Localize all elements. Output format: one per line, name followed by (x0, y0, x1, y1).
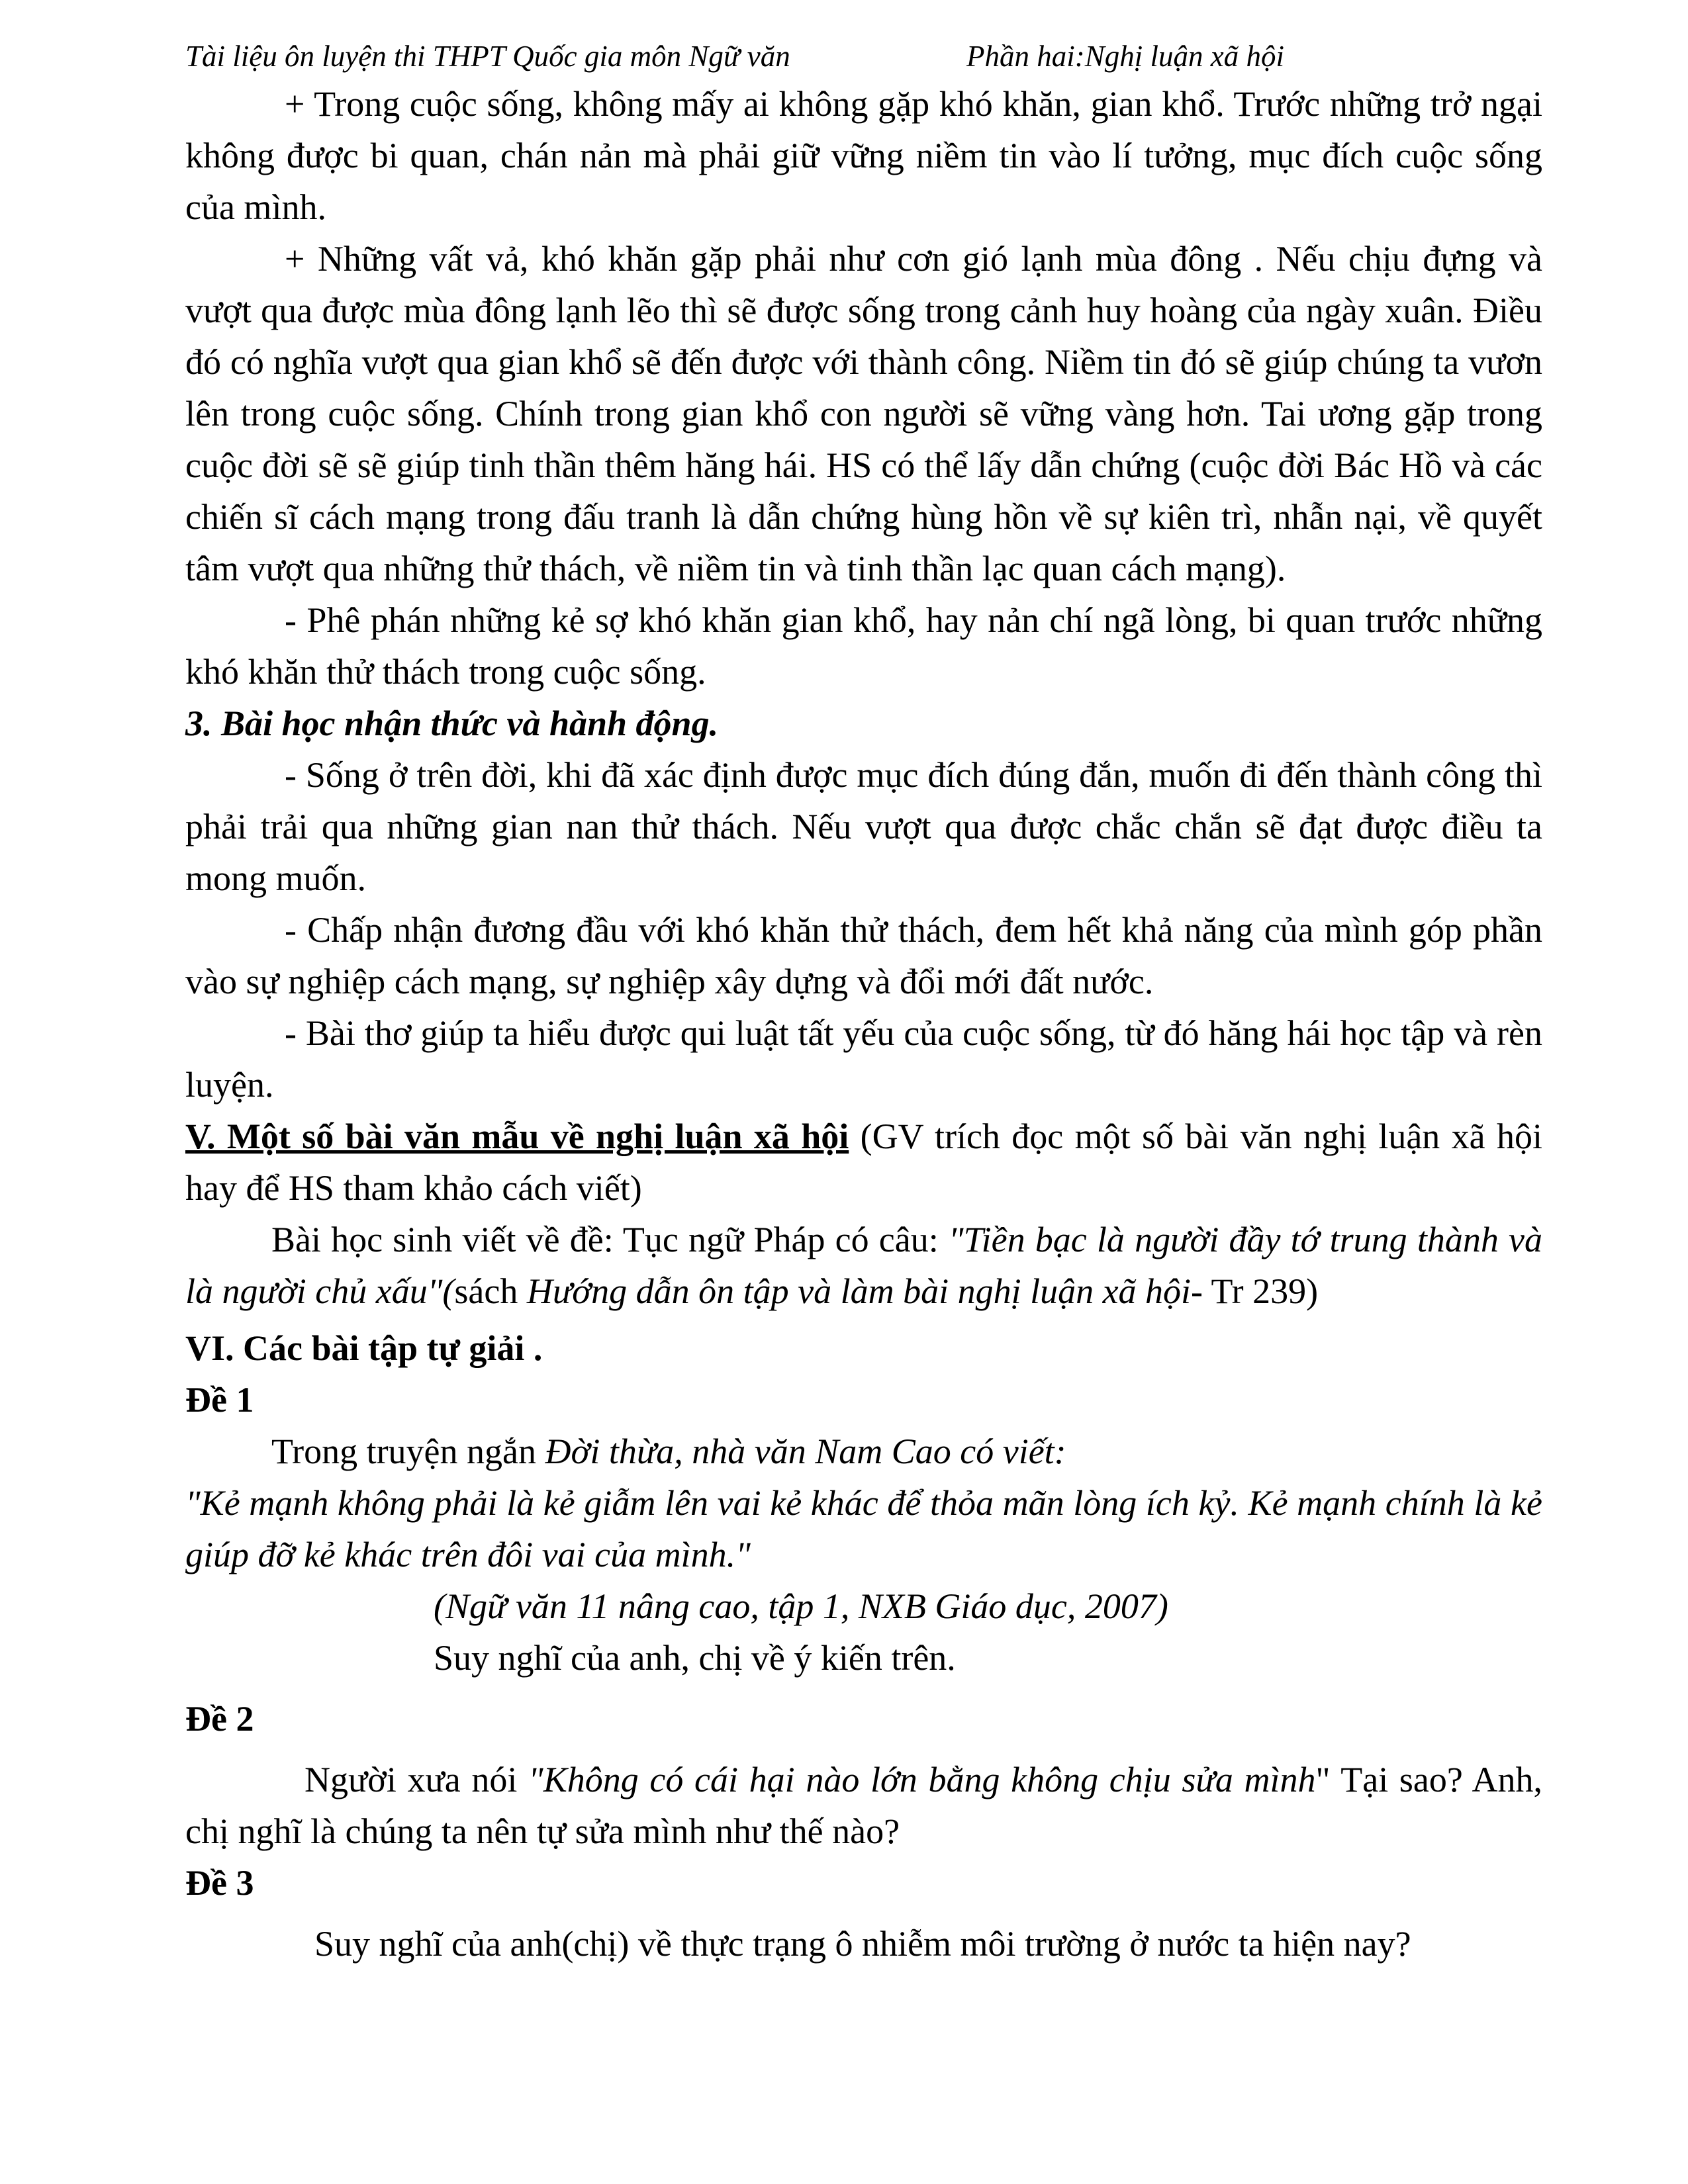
paragraph: - Bài thơ giúp ta hiểu được qui luật tất yếu của cuộc sống, từ đó hăng hái học tập và rèn luyện. (185, 1013, 1542, 1105)
text-run: Người xưa nói (305, 1760, 529, 1799)
section-v (185, 1111, 1542, 1214)
section-v-note: (GV trích đọc một số bài văn nghị luận xã hội hay để HS tham khảo cách viết) (185, 1116, 1542, 1208)
exercise-3-label: Đề 3 (185, 1863, 254, 1903)
paragraph: - Phê phán những kẻ sợ khó khăn gian khổ, hay nản chí ngã lòng, bi quan trước những khó khăn thử thách trong cuộc sống. (185, 600, 1542, 692)
exercise-1-intro (185, 1426, 1542, 1477)
document-body (185, 78, 1542, 1970)
section-v-heading: V. Một số bài văn mẫu về nghị luận xã hội (185, 1116, 849, 1156)
paragraph: - Sống ở trên đời, khi đã xác định được mục đích đúng đắn, muốn đi đến thành công thì phải trải qua những gian nan thử thách. Nếu vượt qua được chắc chắn sẽ đạt được điều ta mong muốn. (185, 755, 1542, 898)
exercise-1-quote: "Kẻ mạnh không phải là kẻ giẫm lên vai kẻ khác để thỏa mãn lòng ích kỷ. Kẻ mạnh chính là kẻ giúp đỡ kẻ khác trên đôi vai của mình." (185, 1483, 1542, 1574)
header-left: Tài liệu ôn luyện thi THPT Quốc gia môn Ngữ văn (185, 40, 790, 73)
sample-essay-reference (185, 1214, 1542, 1317)
exercise-2-label: Đề 2 (185, 1699, 254, 1739)
text-run: Bài học sinh viết về đề: Tục ngữ Pháp có câu: (271, 1220, 949, 1259)
paragraph: - Chấp nhận đương đầu với khó khăn thử thách, đem hết khả năng của mình góp phần vào sự nghiệp cách mạng, sự nghiệp xây dựng và đổi mới đất nước. (185, 910, 1542, 1001)
text-run: " Tại sao? Anh, chị nghĩ là chúng ta nên tự sửa mình như thế nào? (185, 1760, 1542, 1851)
paragraph: + Những vất vả, khó khăn gặp phải như cơn gió lạnh mùa đông . Nếu chịu đựng và vượt qua được mùa đông lạnh lẽo thì sẽ được sống trong cảnh huy hoàng của ngày xuân. Điều đó có nghĩa vượt qua gian khổ sẽ đến được với thành công. Niềm tin đó sẽ giúp chúng ta vươn lên trong cuộc sống. Chính trong gian khổ con người sẽ vững vàng hơn. Tai ương gặp trong cuộc đời sẽ sẽ giúp tinh thần thêm hăng hái. HS có thể lấy dẫn chứng (cuộc đời Bác Hồ và các chiến sĩ cách mạng trong đấu tranh là dẫn chứng hùng hồn về sự kiên trì, nhẫn nại, về quyết tâm vượt qua những thử thách, về niềm tin và tinh thần lạc quan cách mạng). (185, 239, 1542, 588)
text-run: sách (454, 1271, 527, 1311)
text-run: Đời thừa, nhà văn Nam Cao có viết: (545, 1432, 1066, 1471)
exercise-1-prompt: Suy nghĩ của anh, chị về ý kiến trên. (434, 1638, 956, 1678)
exercise-1-citation: (Ngữ văn 11 nâng cao, tập 1, NXB Giáo dục, 2007) (434, 1586, 1168, 1626)
text-run: - Tr 239) (1191, 1271, 1319, 1311)
paragraph: + Trong cuộc sống, không mấy ai không gặp khó khăn, gian khổ. Trước những trở ngại không được bi quan, chán nản mà phải giữ vững niềm tin vào lí tưởng, mục đích cuộc sống của mình. (185, 84, 1542, 227)
page-header (185, 36, 1364, 76)
text-run: Trong truyện ngắn (271, 1432, 545, 1471)
book-title: Hướng dẫn ôn tập và làm bài nghị luận xã hội (526, 1271, 1192, 1311)
header-right: Phần hai:Nghị luận xã hội (966, 40, 1284, 73)
section-heading-3: 3. Bài học nhận thức và hành động. (185, 704, 719, 743)
exercise-3-text: Suy nghĩ của anh(chị) về thực trạng ô nhiễm môi trường ở nước ta hiện nay? (314, 1924, 1411, 1964)
exercise-2-text (185, 1754, 1542, 1857)
exercise-1-label: Đề 1 (185, 1380, 254, 1420)
section-vi-heading: VI. Các bài tập tự giải . (185, 1328, 543, 1368)
proverb-quote: "Tiền bạc là người đầy tớ trung thành và là người chủ xấu"( (185, 1220, 1542, 1311)
quote: "Không có cái hại nào lớn bằng không chịu sửa mình (528, 1760, 1316, 1799)
